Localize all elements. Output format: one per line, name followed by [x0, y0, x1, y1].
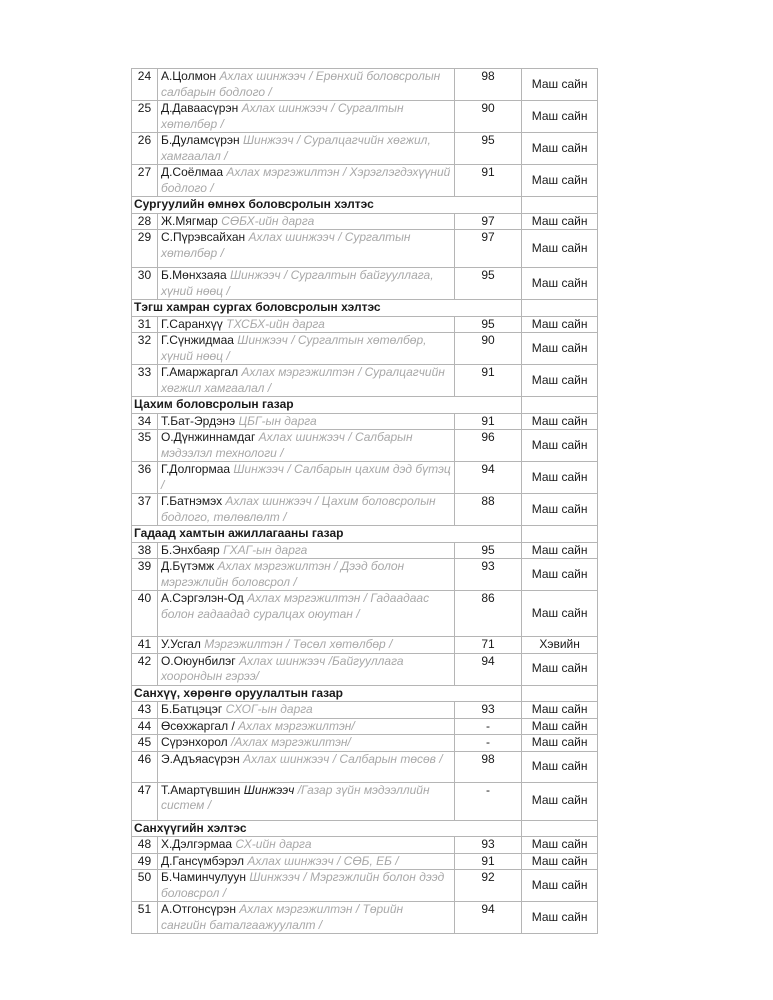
- evaluation-cell: Маш сайн: [522, 365, 598, 397]
- employee-name: О.Оюунбилэг: [160, 653, 236, 668]
- employee-role: Ахлах мэргэжилтэн/: [238, 718, 355, 733]
- evaluation-cell: Маш сайн: [522, 837, 598, 854]
- employee-name: Ж.Мягмар: [160, 213, 218, 228]
- row-number: 35: [132, 430, 158, 462]
- table-row: [132, 494, 598, 526]
- table-row: [132, 718, 598, 735]
- table-row: [132, 165, 598, 197]
- table-row: [132, 782, 598, 820]
- row-number: 47: [132, 782, 158, 820]
- employee-cell: [157, 316, 454, 333]
- table-row: [132, 101, 598, 133]
- section-title: Тэгш хамран сургах боловсролын хэлтэс: [132, 300, 522, 317]
- score-cell: 98: [454, 751, 521, 782]
- employee-role: Шинжээч / Сургалтын байгууллага, хүний нөөц /: [160, 268, 434, 298]
- evaluation-cell: Маш сайн: [522, 333, 598, 365]
- employee-role: ТХСБХ-ийн дарга: [226, 316, 325, 331]
- score-cell: 88: [454, 494, 521, 526]
- score-cell: 90: [454, 333, 521, 365]
- employee-role: Ахлах шинжээч / Цахим боловсролын бодлого, төлөвлөлт /: [160, 494, 436, 524]
- employee-name: Б.Чаминчулуун: [160, 870, 247, 884]
- table-row: [132, 213, 598, 230]
- section-row: [132, 197, 598, 214]
- employee-role: ГХАГ-ын дарга: [223, 542, 308, 557]
- employee-cell: [157, 637, 454, 654]
- employee-name: Г.Долгормаа: [160, 462, 231, 476]
- score-cell: 94: [454, 653, 521, 685]
- evaluation-cell: Маш сайн: [522, 702, 598, 719]
- employee-role: Ахлах шинжээч / Сургалтын хөтөлбөр /: [160, 101, 404, 131]
- evaluation-cell: Маш сайн: [522, 462, 598, 494]
- row-number: 30: [132, 268, 158, 300]
- employee-name: Сүрэнхорол: [160, 735, 228, 749]
- employee-cell: [157, 902, 454, 934]
- employee-name: Т.Амартүвшин: [160, 782, 241, 797]
- employee-role: Ахлах мэргэжилтэн / Суралцагчийн хөгжил хамгаалал /: [160, 365, 445, 395]
- score-cell: 94: [454, 462, 521, 494]
- table-row: [132, 542, 598, 559]
- section-eval-cell: [522, 197, 598, 214]
- score-cell: 98: [454, 69, 521, 101]
- employee-name: Д.Даваасүрэн: [160, 101, 239, 115]
- evaluation-cell: Маш сайн: [522, 316, 598, 333]
- evaluation-cell: Маш сайн: [522, 782, 598, 820]
- employee-name: Д.Соёлмаа: [160, 165, 224, 179]
- table-row: [132, 837, 598, 854]
- employee-name: Г.Амаржаргал: [160, 365, 239, 379]
- employee-role: Мэргэжилтэн / Төсөл хөтөлбөр /: [204, 637, 393, 651]
- evaluation-cell: Маш сайн: [522, 69, 598, 101]
- evaluation-cell: Маш сайн: [522, 853, 598, 870]
- employee-role: /Газар зүйн мэдээллийн систем /: [160, 782, 430, 812]
- row-number: 45: [132, 735, 158, 752]
- employee-role: СХ-ийн дарга: [235, 837, 312, 851]
- employee-cell: [157, 542, 454, 559]
- employee-cell: [157, 213, 454, 230]
- row-number: 29: [132, 230, 158, 268]
- employee-role: Ахлах шинжээч / Салбарын төсөв /: [243, 751, 443, 766]
- evaluation-cell: Маш сайн: [522, 133, 598, 165]
- score-cell: 95: [454, 133, 521, 165]
- section-title: Сургуулийн өмнөх боловсролын хэлтэс: [132, 197, 522, 214]
- employee-role: Ахлах шинжээч / Салбарын мэдээлэл технологи /: [160, 430, 413, 460]
- row-number: 31: [132, 316, 158, 333]
- employee-cell: [157, 133, 454, 165]
- employee-cell: [157, 462, 454, 494]
- evaluation-cell: Маш сайн: [522, 494, 598, 526]
- employee-cell: [157, 837, 454, 854]
- employee-cell: [157, 751, 454, 782]
- employee-cell: [157, 870, 454, 902]
- score-cell: 92: [454, 870, 521, 902]
- employee-name: Х.Дэлгэрмаа: [160, 837, 233, 851]
- score-cell: 97: [454, 213, 521, 230]
- section-row: [132, 300, 598, 317]
- employee-cell: [157, 230, 454, 268]
- table-row: [132, 751, 598, 782]
- employee-role: Шинжээч / Суралцагчийн хөгжил, хамгаалал /: [160, 133, 431, 163]
- evaluation-cell: Маш сайн: [522, 165, 598, 197]
- employee-name: Б.Мөнхзаяа: [160, 268, 227, 282]
- table-row: [132, 902, 598, 934]
- employee-role: Шинжээч / Сургалтын хөтөлбөр, хүний нөөц /: [160, 333, 427, 363]
- table-row: [132, 637, 598, 654]
- row-number: 32: [132, 333, 158, 365]
- employee-name: Г.Саранхүү: [160, 316, 223, 331]
- evaluation-cell: Маш сайн: [522, 653, 598, 685]
- table-row: [132, 268, 598, 300]
- score-cell: -: [454, 782, 521, 820]
- employee-cell: [157, 365, 454, 397]
- row-number: 46: [132, 751, 158, 782]
- section-eval-cell: [522, 300, 598, 317]
- employee-cell: [157, 653, 454, 685]
- row-number: 33: [132, 365, 158, 397]
- row-number: 27: [132, 165, 158, 197]
- section-eval-cell: [522, 820, 598, 837]
- employee-role: Ахлах мэргэжилтэн / Хэрэглэгдэхүүний бодлого /: [160, 165, 451, 195]
- row-number: 42: [132, 653, 158, 685]
- section-eval-cell: [522, 397, 598, 414]
- evaluation-cell: Маш сайн: [522, 718, 598, 735]
- table-row: [132, 653, 598, 685]
- employee-cell: [157, 268, 454, 300]
- employee-name: А.Цолмон: [160, 69, 217, 83]
- evaluation-cell: Маш сайн: [522, 413, 598, 430]
- table-row: [132, 230, 598, 268]
- employee-name: Б.Энхбаяр: [160, 542, 220, 557]
- score-cell: 95: [454, 268, 521, 300]
- row-number: 26: [132, 133, 158, 165]
- row-number: 24: [132, 69, 158, 101]
- evaluation-cell: Маш сайн: [522, 902, 598, 934]
- employee-role: Шинжээч / Салбарын цахим дэд бүтэц /: [160, 462, 451, 492]
- employee-role: Ахлах мэргэжилтэн / Төрийн сангийн баталгаажуулалт /: [160, 902, 404, 932]
- employee-role: ЦБГ-ын дарга: [238, 413, 317, 428]
- score-cell: 71: [454, 637, 521, 654]
- employee-cell: [157, 333, 454, 365]
- section-title: Санхүүгийн хэлтэс: [132, 820, 522, 837]
- table-row: [132, 316, 598, 333]
- evaluation-cell: Маш сайн: [522, 559, 598, 591]
- employee-name: Г.Батнэмэх: [160, 494, 223, 508]
- row-number: 49: [132, 853, 158, 870]
- section-title: Санхүү, хөрөнгө оруулалтын газар: [132, 685, 522, 702]
- employee-cell: [157, 101, 454, 133]
- table-row: [132, 702, 598, 719]
- employee-cell: [157, 702, 454, 719]
- score-cell: 95: [454, 542, 521, 559]
- table-row: [132, 853, 598, 870]
- evaluation-cell: Маш сайн: [522, 751, 598, 782]
- row-number: 37: [132, 494, 158, 526]
- row-number: 51: [132, 902, 158, 934]
- evaluation-cell: Маш сайн: [522, 101, 598, 133]
- employee-cell: [157, 735, 454, 752]
- employee-name: О.Дүнжиннамдаг: [160, 430, 256, 444]
- employee-role: Ахлах мэргэжилтэн / Дээд болон мэргэжлийн боловсрол /: [160, 559, 405, 589]
- employee-name: Өсөхжаргал /: [160, 718, 235, 733]
- employee-name: Т.Бат-Эрдэнэ: [160, 413, 236, 428]
- section-row: [132, 685, 598, 702]
- row-number: 36: [132, 462, 158, 494]
- row-number: 28: [132, 213, 158, 230]
- table-row: [132, 133, 598, 165]
- score-cell: 90: [454, 101, 521, 133]
- employee-cell: [157, 413, 454, 430]
- table-row: [132, 365, 598, 397]
- row-number: 43: [132, 702, 158, 719]
- table-row: [132, 559, 598, 591]
- row-number: 39: [132, 559, 158, 591]
- employee-name: А.Отгонсүрэн: [160, 902, 236, 916]
- evaluation-table-body: [132, 69, 598, 934]
- employee-role: Шинжээч / Мэргэжлийн болон дээд боловсрол /: [160, 870, 445, 900]
- evaluation-cell: Маш сайн: [522, 591, 598, 637]
- employee-name: А.Сэргэлэн-Од: [160, 591, 244, 605]
- section-title: Гадаад хамтын ажиллагааны газар: [132, 526, 522, 543]
- employee-name: Э.Адъяасүрэн: [160, 751, 240, 766]
- employee-cell: [157, 165, 454, 197]
- score-cell: 93: [454, 559, 521, 591]
- row-number: 25: [132, 101, 158, 133]
- employee-cell: [157, 853, 454, 870]
- evaluation-cell: Маш сайн: [522, 268, 598, 300]
- score-cell: 93: [454, 837, 521, 854]
- row-number: 44: [132, 718, 158, 735]
- evaluation-cell: Маш сайн: [522, 230, 598, 268]
- employee-cell: [157, 782, 454, 820]
- evaluation-cell: Хэвийн: [522, 637, 598, 654]
- row-number: 48: [132, 837, 158, 854]
- employee-cell: [157, 69, 454, 101]
- employee-name: Б.Батцэцэг: [160, 702, 223, 716]
- employee-role: Ахлах шинжээч /Байгууллага хоорондын гэрээ/: [160, 653, 404, 683]
- employee-name: У.Усгал: [160, 637, 201, 651]
- section-eval-cell: [522, 685, 598, 702]
- score-cell: -: [454, 718, 521, 735]
- employee-position: Шинжээч: [243, 782, 295, 797]
- employee-role: СХОГ-ын дарга: [225, 702, 313, 716]
- employee-cell: [157, 430, 454, 462]
- section-eval-cell: [522, 526, 598, 543]
- employee-name: Г.Сүнжидмаа: [160, 333, 234, 347]
- employee-cell: [157, 718, 454, 735]
- evaluation-cell: Маш сайн: [522, 870, 598, 902]
- evaluation-table: [131, 68, 598, 934]
- table-row: [132, 430, 598, 462]
- employee-role: Ахлах шинжээч / Ерөнхий боловсролын салбарын бодлого /: [160, 69, 441, 99]
- score-cell: 93: [454, 702, 521, 719]
- section-title: Цахим боловсролын газар: [132, 397, 522, 414]
- section-row: [132, 397, 598, 414]
- employee-cell: [157, 559, 454, 591]
- table-row: [132, 69, 598, 101]
- evaluation-cell: Маш сайн: [522, 735, 598, 752]
- evaluation-cell: Маш сайн: [522, 430, 598, 462]
- evaluation-cell: Маш сайн: [522, 542, 598, 559]
- employee-name: Д.Бүтэмж: [160, 559, 215, 573]
- score-cell: 96: [454, 430, 521, 462]
- row-number: 41: [132, 637, 158, 654]
- table-row: [132, 870, 598, 902]
- row-number: 40: [132, 591, 158, 637]
- row-number: 50: [132, 870, 158, 902]
- row-number: 34: [132, 413, 158, 430]
- score-cell: -: [454, 735, 521, 752]
- score-cell: 91: [454, 413, 521, 430]
- employee-cell: [157, 591, 454, 637]
- score-cell: 95: [454, 316, 521, 333]
- employee-name: Б.Дуламсүрэн: [160, 133, 240, 147]
- score-cell: 91: [454, 165, 521, 197]
- evaluation-cell: Маш сайн: [522, 213, 598, 230]
- score-cell: 86: [454, 591, 521, 637]
- score-cell: 91: [454, 365, 521, 397]
- table-row: [132, 735, 598, 752]
- employee-role: Ахлах мэргэжилтэн / Гадаадаас болон гадаадад суралцах оюутан /: [160, 591, 430, 621]
- section-row: [132, 820, 598, 837]
- employee-role: СӨБХ-ийн дарга: [221, 213, 315, 228]
- employee-role: Ахлах шинжээч / Сургалтын хөтөлбөр /: [160, 230, 411, 260]
- table-row: [132, 462, 598, 494]
- employee-role: /Ахлах мэргэжилтэн/: [231, 735, 351, 749]
- score-cell: 94: [454, 902, 521, 934]
- row-number: 38: [132, 542, 158, 559]
- table-row: [132, 591, 598, 637]
- employee-name: Д.Гансүмбэрэл: [160, 853, 245, 868]
- score-cell: 91: [454, 853, 521, 870]
- table-row: [132, 413, 598, 430]
- employee-cell: [157, 494, 454, 526]
- employee-role: Ахлах шинжээч / СӨБ, ЕБ /: [247, 853, 399, 868]
- employee-name: С.Пүрэвсайхан: [160, 230, 246, 244]
- table-row: [132, 333, 598, 365]
- section-row: [132, 526, 598, 543]
- score-cell: 97: [454, 230, 521, 268]
